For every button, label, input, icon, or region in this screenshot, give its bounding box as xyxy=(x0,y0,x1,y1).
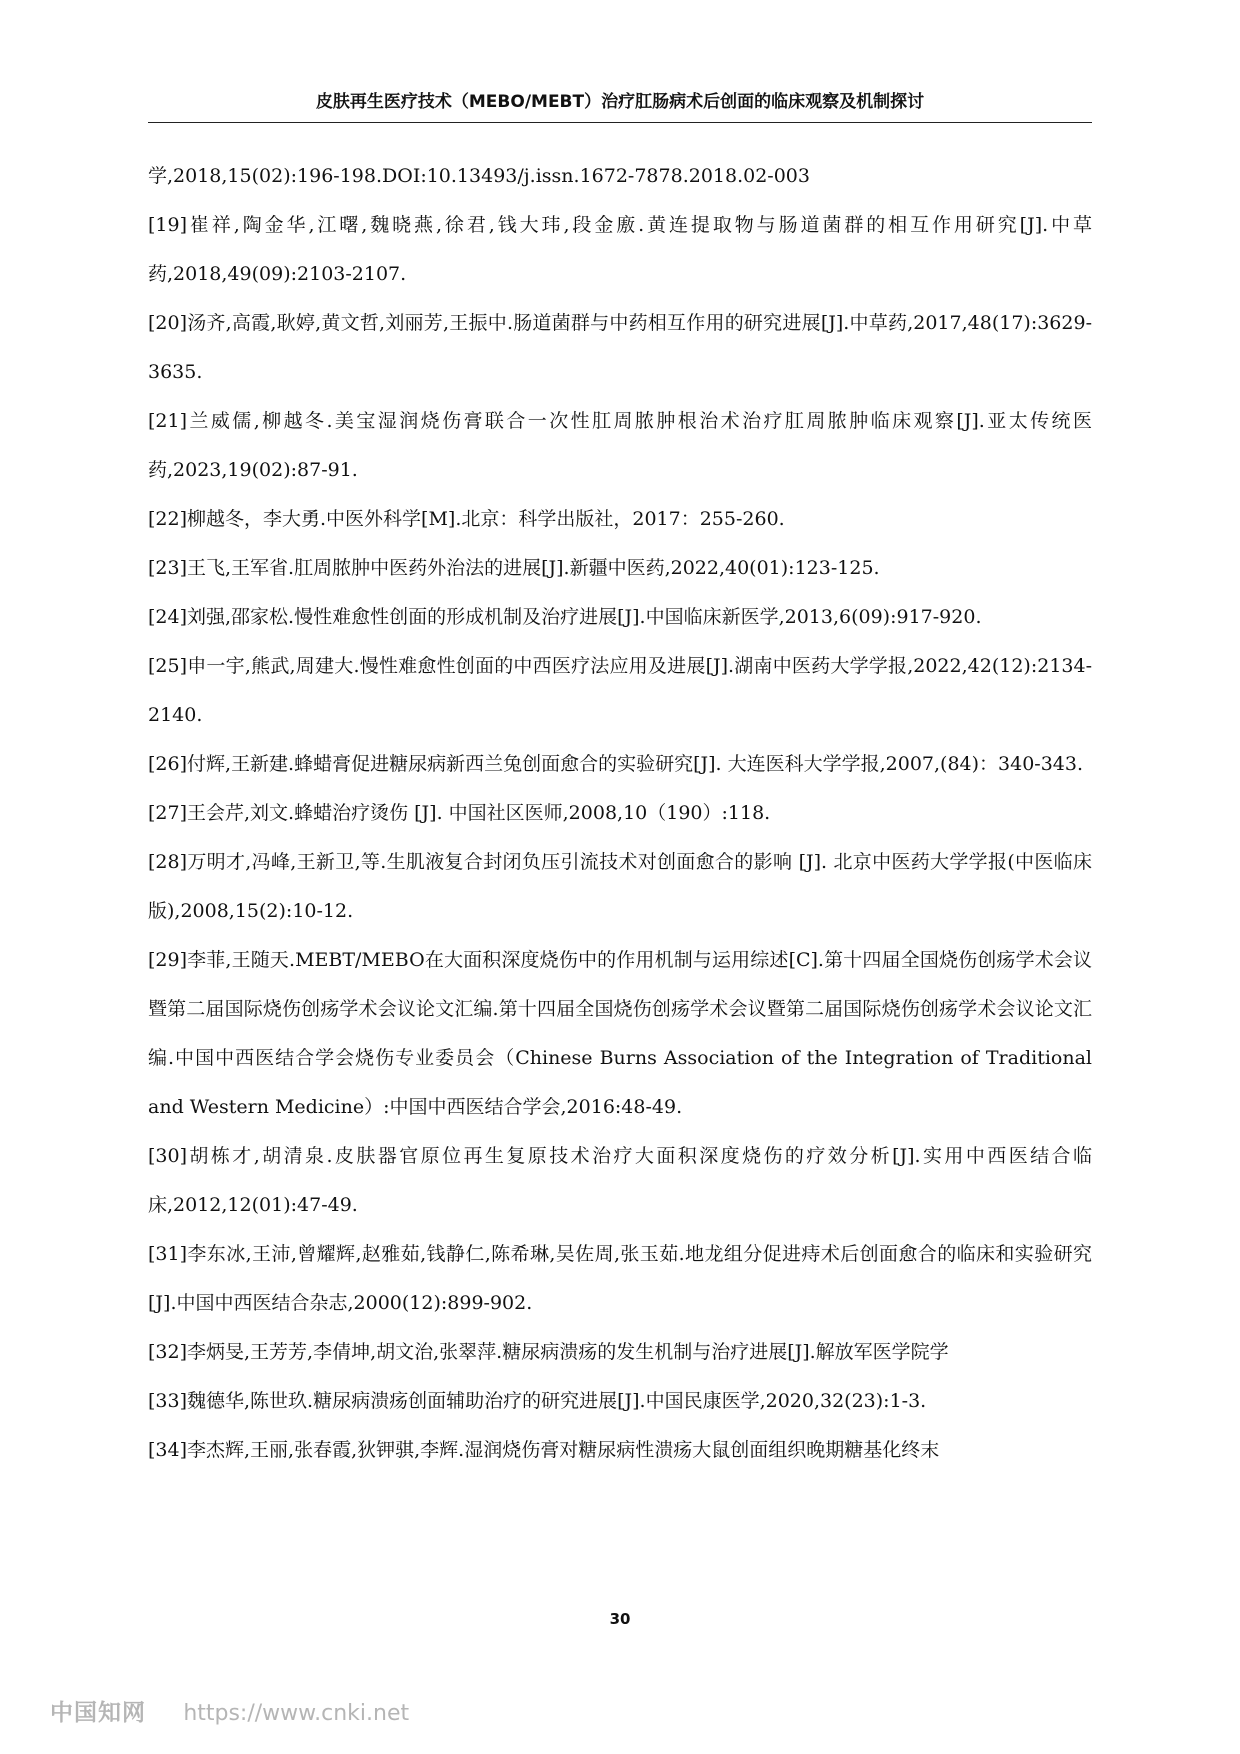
reference-item: [24]刘强,邵家松.慢性难愈性创面的形成机制及治疗进展[J].中国临床新医学,2013,6(09):917-920. xyxy=(148,606,982,628)
page-number: 30 xyxy=(609,1610,631,1628)
reference-item: [34]李杰辉,王丽,张春霞,狄钾骐,李辉.湿润烧伤膏对糖尿病性溃疡大鼠创面组织晚期糖基化终末 xyxy=(148,1439,940,1461)
cnki-watermark xyxy=(50,1694,409,1724)
reference-list xyxy=(148,152,1092,1475)
reference-item: [32]李炳旻,王芳芳,李倩坤,胡文治,张翠萍.糖尿病溃疡的发生机制与治疗进展[J].解放军医学院学 xyxy=(148,1341,949,1363)
reference-item: [19]崔祥,陶金华,江曙,魏晓燕,徐君,钱大玮,段金廒.黄连提取物与肠道菌群的相互作用研究[J].中草药,2018,49(09):2103-2107. xyxy=(148,214,1092,285)
cnki-logo: 中国知网 xyxy=(50,1700,146,1726)
reference-item: [26]付辉,王新建.蜂蜡膏促进糖尿病新西兰兔创面愈合的实验研究[J]. 大连医科大学学报,2007,(84)：340-343. xyxy=(148,753,1084,775)
running-header: 皮肤再生医疗技术（MEBO/MEBT）治疗肛肠病术后创面的临床观察及机制探讨 xyxy=(148,88,1092,123)
reference-item: [23]王飞,王军省.肛周脓肿中医药外治法的进展[J].新疆中医药,2022,40(01):123-125. xyxy=(148,557,880,579)
reference-item: [22]柳越冬，李大勇.中医外科学[M].北京：科学出版社，2017：255-260. xyxy=(148,508,785,530)
reference-item: [28]万明才,冯峰,王新卫,等.生肌液复合封闭负压引流技术对创面愈合的影响 [J]. 北京中医药大学学报(中医临床版),2008,15(2):10-12. xyxy=(148,851,1092,922)
reference-item: [25]申一宇,熊武,周建大.慢性难愈性创面的中西医疗法应用及进展[J].湖南中医药大学学报,2022,42(12):2134-2140. xyxy=(148,655,1092,726)
reference-item: [20]汤齐,高霞,耿婷,黄文哲,刘丽芳,王振中.肠道菌群与中药相互作用的研究进展[J].中草药,2017,48(17):3629-3635. xyxy=(148,312,1092,383)
reference-item: [30]胡栋才,胡清泉.皮肤器官原位再生复原技术治疗大面积深度烧伤的疗效分析[J].实用中西医结合临床,2012,12(01):47-49. xyxy=(148,1145,1092,1216)
reference-item: 学,2018,15(02):196-198.DOI:10.13493/j.issn.1672-7878.2018.02-003 xyxy=(148,165,810,187)
reference-item: [33]魏德华,陈世玖.糖尿病溃疡创面辅助治疗的研究进展[J].中国民康医学,2020,32(23):1-3. xyxy=(148,1390,927,1412)
cnki-url: https://www.cnki.net xyxy=(183,1701,410,1726)
reference-item: [27]王会芹,刘文.蜂蜡治疗烫伤 [J]. 中国社区医师,2008,10（190）:118. xyxy=(148,802,771,824)
reference-item: [21]兰威儒,柳越冬.美宝湿润烧伤膏联合一次性肛周脓肿根治术治疗肛周脓肿临床观察[J].亚太传统医药,2023,19(02):87-91. xyxy=(148,410,1092,481)
reference-item: [31]李东冰,王沛,曾耀辉,赵雅茹,钱静仁,陈希琳,吴佐周,张玉茹.地龙组分促进痔术后创面愈合的临床和实验研究[J].中国中西医结合杂志,2000(12):899-902. xyxy=(148,1243,1092,1314)
reference-item: [29]李菲,王随天.MEBT/MEBO在大面积深度烧伤中的作用机制与运用综述[C].第十四届全国烧伤创疡学术会议暨第二届国际烧伤创疡学术会议论文汇编.第十四届全国烧伤创疡学术会议暨第二届国际烧伤创疡学术会议论文汇编.中国中西医结合学会烧伤专业委员会（Chinese Burns Association of the Integration of Traditional and Western Medicine）:中国中西医结合学会,2016:48-49. xyxy=(148,949,1092,1118)
